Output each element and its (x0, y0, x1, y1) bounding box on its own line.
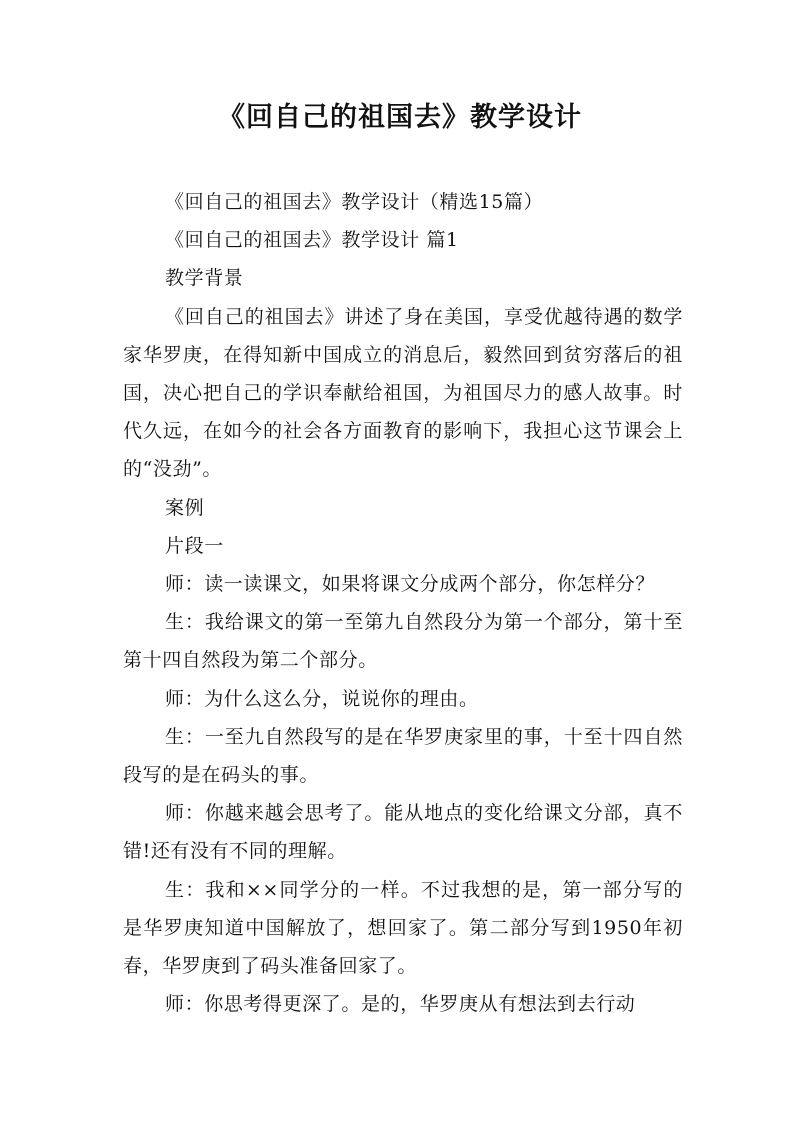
paragraph-dialogue: 生：我和××同学分的一样。不过我想的是，第一部分写的是华罗庚知道中国解放了，想回家了。第二部分写到1950年初春，华罗庚到了码头准备回家了。 (123, 878, 683, 978)
paragraph-dialogue: 师：读一读课文，如果将课文分成两个部分，你怎样分？ (165, 573, 656, 596)
paragraph-section-heading: 《回自己的祖国去》教学设计 篇1 (165, 229, 459, 252)
paragraph-case-heading: 案例 (165, 496, 205, 519)
paragraph-teaching-background-heading: 教学背景 (165, 267, 244, 290)
paragraph-dialogue: 师：你越来越会思考了。能从地点的变化给课文分部，真不错!还有没有不同的理解。 (123, 802, 683, 863)
paragraph-dialogue: 师：你思考得更深了。是的，华罗庚从有想法到去行动 (165, 993, 636, 1016)
paragraph-background-text: 《回自己的祖国去》讲述了身在美国，享受优越待遇的数学家华罗庚，在得知新中国成立的消息后，毅然回到贫穷落后的祖国，决心把自己的学识奉献给祖国，为祖国尽力的感人故事。时代久远，在如今的社会各方面教育的影响下，我担心这节课会上的“没劲”。 (123, 305, 683, 481)
paragraph-subtitle: 《回自己的祖国去》教学设计（精选15篇） (165, 191, 544, 213)
paragraph-dialogue: 生：我给课文的第一至第九自然段分为第一个部分，第十至第十四自然段为第二个部分。 (123, 611, 683, 672)
paragraph-fragment-heading: 片段一 (165, 534, 224, 557)
document-body (123, 183, 683, 1023)
document-title: 《回自己的祖国去》教学设计 (218, 102, 582, 133)
paragraph-dialogue: 生：一至九自然段写的是在华罗庚家里的事，十至十四自然段写的是在码头的事。 (123, 725, 683, 787)
paragraph-dialogue: 师：为什么这么分，说说你的理由。 (165, 687, 479, 710)
